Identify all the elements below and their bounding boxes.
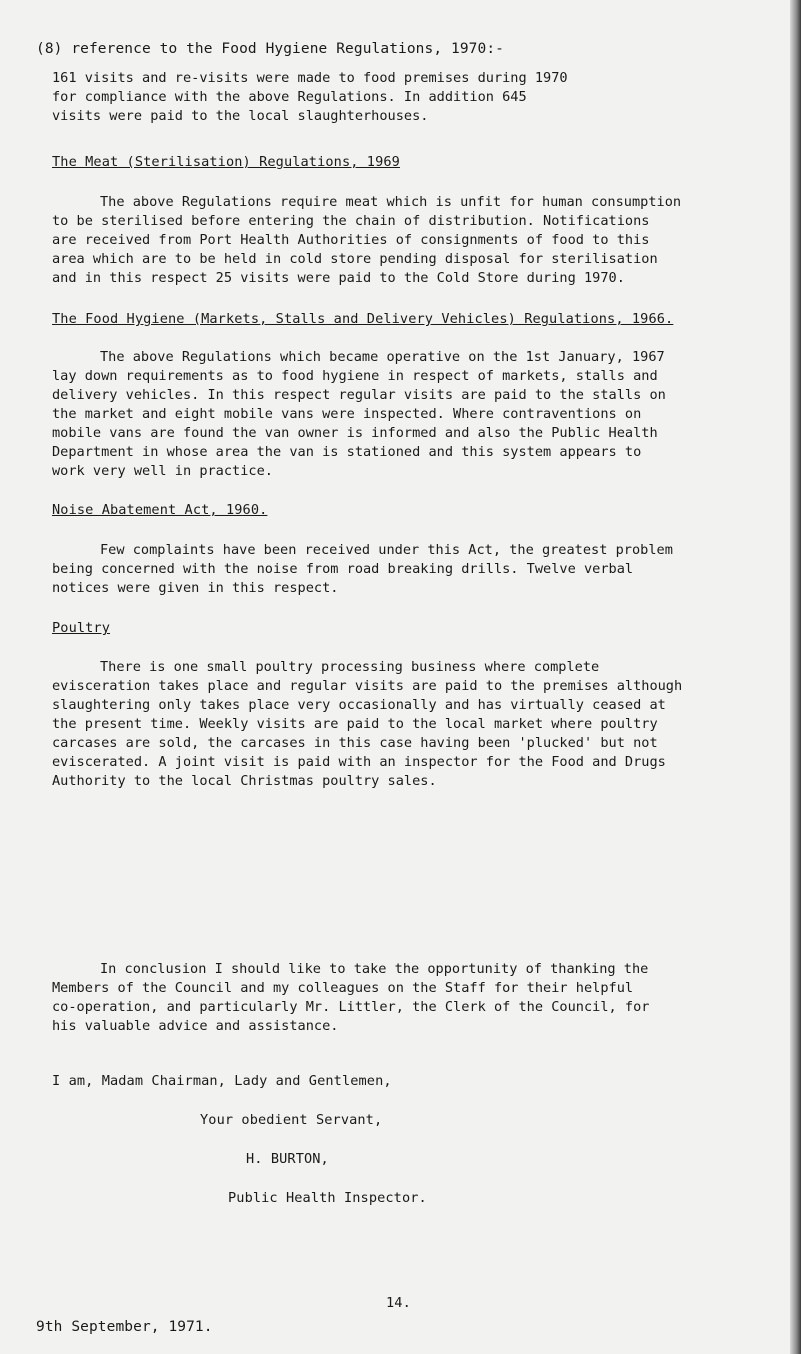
paragraph-line: are received from Port Health Authorities of consignments of food to this xyxy=(52,232,650,248)
section-paragraph-noise-abatement xyxy=(52,541,772,598)
document-date: 9th September, 1971. xyxy=(36,1319,213,1335)
paragraph-line: The above Regulations which became operative on the 1st January, 1967 xyxy=(100,349,665,365)
intro-paragraph xyxy=(52,69,772,126)
paragraph-line: being concerned with the noise from road breaking drills. Twelve verbal xyxy=(52,561,634,577)
paragraph-line: Few complaints have been received under this Act, the greatest problem xyxy=(100,542,673,558)
paragraph-line: area which are to be held in cold store pending disposal for sterilisation xyxy=(52,251,658,267)
paragraph-line: and in this respect 25 visits were paid to the Cold Store during 1970. xyxy=(52,270,625,286)
paragraph-line: the market and eight mobile vans were inspected. Where contraventions on xyxy=(52,406,642,422)
intro-line: 161 visits and re-visits were made to food premises during 1970 xyxy=(52,70,568,86)
section-paragraph-poultry xyxy=(52,658,772,791)
paragraph-line: carcases are sold, the carcases in this case having been 'plucked' but not xyxy=(52,735,658,751)
paragraph-line: work very well in practice. xyxy=(52,463,273,479)
signatory-name: H. BURTON, xyxy=(246,1151,329,1167)
paragraph-line: Members of the Council and my colleagues on the Staff for their helpful xyxy=(52,980,634,996)
paragraph-line: evisceration takes place and regular visits are paid to the premises although xyxy=(52,678,683,694)
paragraph-line: lay down requirements as to food hygiene in respect of markets, stalls and xyxy=(52,368,658,384)
section-title-meat-sterilisation: The Meat (Sterilisation) Regulations, 1969 xyxy=(52,154,400,170)
conclusion-paragraph xyxy=(52,960,772,1036)
paragraph-line: eviscerated. A joint visit is paid with an inspector for the Food and Drugs xyxy=(52,754,666,770)
intro-line: for compliance with the above Regulations. In addition 645 xyxy=(52,89,527,105)
paragraph-line: his valuable advice and assistance. xyxy=(52,1018,339,1034)
paragraph-line: the present time. Weekly visits are paid to the local market where poultry xyxy=(52,716,658,732)
intro-heading: (8) reference to the Food Hygiene Regulations, 1970:- xyxy=(36,41,504,57)
section-title-poultry: Poultry xyxy=(52,620,110,636)
paragraph-line: notices were given in this respect. xyxy=(52,580,339,596)
section-title-food-hygiene-markets: The Food Hygiene (Markets, Stalls and Delivery Vehicles) Regulations, 1966. xyxy=(52,311,674,327)
paragraph-line: mobile vans are found the van owner is informed and also the Public Health xyxy=(52,425,658,441)
paragraph-line: Authority to the local Christmas poultry sales. xyxy=(52,773,437,789)
section-title-noise-abatement: Noise Abatement Act, 1960. xyxy=(52,502,268,518)
paragraph-line: co-operation, and particularly Mr. Littler, the Clerk of the Council, for xyxy=(52,999,650,1015)
section-paragraph-meat-sterilisation xyxy=(52,193,772,288)
paragraph-line: In conclusion I should like to take the opportunity of thanking the xyxy=(100,961,649,977)
paragraph-line: Department in whose area the van is stationed and this system appears to xyxy=(52,444,642,460)
paragraph-line: There is one small poultry processing business where complete xyxy=(100,659,600,675)
salutation: I am, Madam Chairman, Lady and Gentlemen, xyxy=(52,1073,392,1089)
section-paragraph-food-hygiene-markets xyxy=(52,348,772,481)
page-edge-shadow xyxy=(790,0,801,1354)
page-number: 14. xyxy=(386,1295,411,1311)
closing: Your obedient Servant, xyxy=(200,1112,383,1128)
paragraph-line: delivery vehicles. In this respect regular visits are paid to the stalls on xyxy=(52,387,666,403)
intro-line: visits were paid to the local slaughterhouses. xyxy=(52,108,429,124)
paragraph-line: The above Regulations require meat which is unfit for human consumption xyxy=(100,194,682,210)
paragraph-line: to be sterilised before entering the chain of distribution. Notifications xyxy=(52,213,650,229)
signatory-title: Public Health Inspector. xyxy=(228,1190,427,1206)
paragraph-line: slaughtering only takes place very occasionally and has virtually ceased at xyxy=(52,697,666,713)
